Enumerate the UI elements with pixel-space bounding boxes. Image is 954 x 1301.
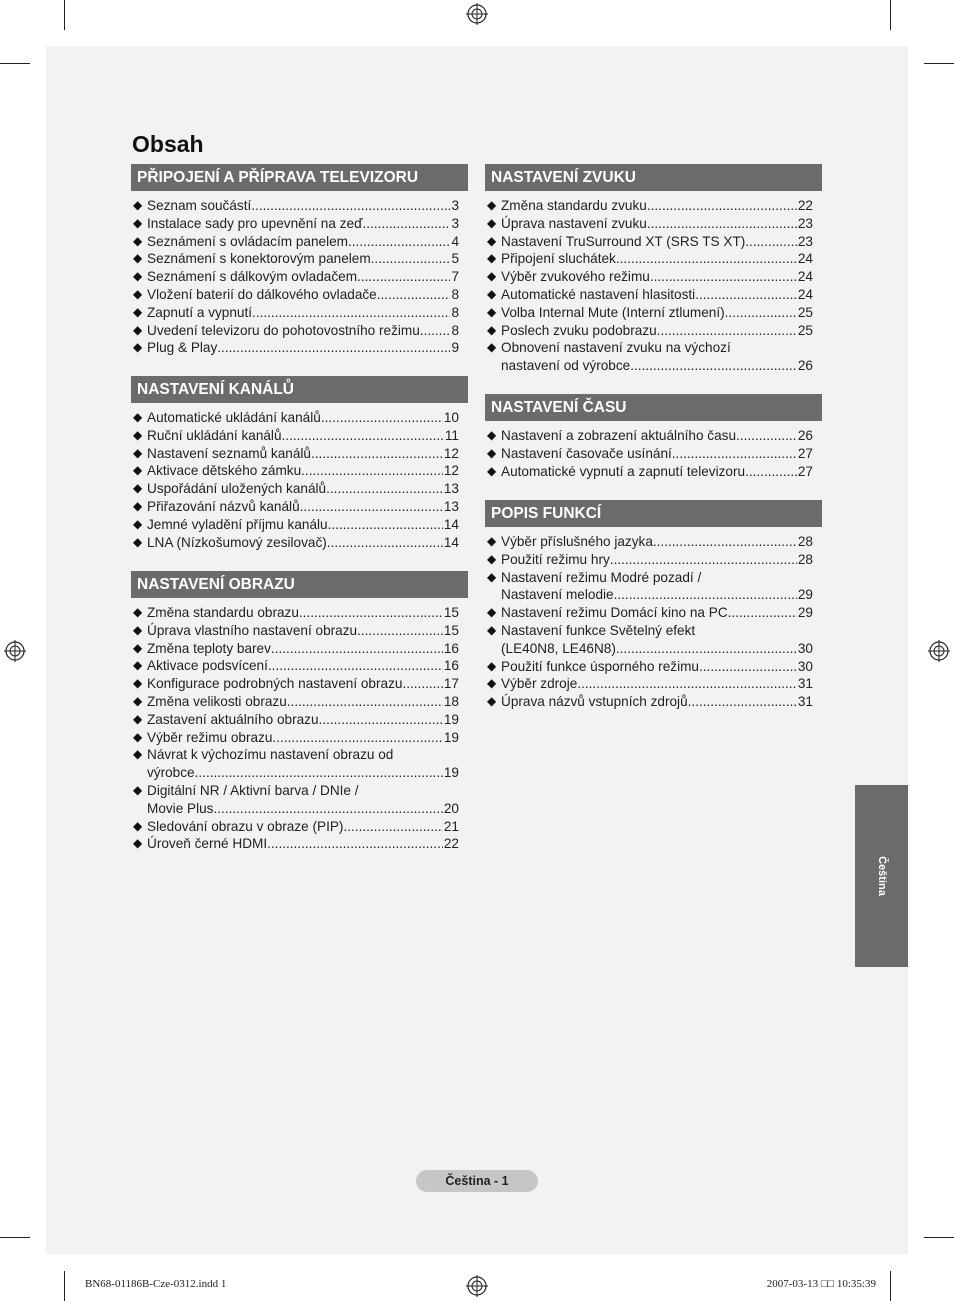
toc-item-text: Movie Plus (147, 800, 214, 816)
diamond-bullet-icon: ◆ (133, 304, 143, 319)
dot-leader (299, 604, 443, 622)
toc-page-number: 20 (443, 800, 459, 816)
toc-page-number: 30 (797, 640, 813, 656)
toc-item-text: Použití funkce úsporného režimu (501, 658, 699, 674)
page-title: Obsah (132, 131, 204, 157)
crop-mark (64, 0, 65, 30)
diamond-bullet-icon: ◆ (133, 676, 143, 691)
dot-leader (630, 357, 797, 375)
toc-page-number: 12 (443, 463, 459, 479)
diamond-bullet-icon: ◆ (487, 251, 497, 266)
toc-page-number: 25 (797, 322, 813, 338)
dot-leader (362, 215, 450, 233)
toc-item-text: Uspořádání uložených kanálů (147, 481, 327, 497)
diamond-bullet-icon: ◆ (133, 427, 143, 442)
toc-item[interactable] (131, 622, 468, 640)
toc-item-text: Instalace sady pro upevnění na zeď (147, 215, 363, 231)
toc-page-number: 9 (451, 340, 459, 356)
dot-leader (327, 534, 443, 552)
side-tab-label: Čeština (875, 856, 888, 896)
slug-left: BN68-01186B-Cze-0312.indd 1 (85, 1278, 227, 1290)
diamond-bullet-icon: ◆ (133, 233, 143, 248)
toc-page-number: 24 (797, 251, 813, 267)
diamond-bullet-icon: ◆ (487, 551, 497, 566)
section-heading: NASTAVENÍ OBRAZU (131, 571, 468, 598)
diamond-bullet-icon: ◆ (487, 233, 497, 248)
dot-leader (195, 764, 443, 782)
toc-item-text: Uvedení televizoru do pohotovostního režimu (147, 322, 420, 338)
toc-item[interactable] (131, 268, 468, 286)
toc-item-text: Volba Internal Mute (Interní ztlumení) (501, 304, 725, 320)
toc-page-number: 13 (443, 481, 459, 497)
diamond-bullet-icon: ◆ (133, 605, 143, 619)
diamond-bullet-icon: ◆ (133, 215, 143, 230)
toc-item-text: Přiřazování názvů kanálů (147, 498, 300, 514)
dot-leader (653, 533, 797, 551)
toc-item-text: Sledování obrazu v obraze (PIP) (147, 818, 344, 834)
toc-item-text: Vložení baterií do dálkového ovladače (147, 286, 377, 302)
dot-leader (252, 304, 450, 322)
crop-mark (890, 0, 891, 30)
toc-item-text: výrobce (147, 765, 195, 781)
toc-item-text: Seznámení s ovládacím panelem (147, 233, 348, 249)
toc-page-number: 19 (443, 711, 459, 727)
diamond-bullet-icon: ◆ (487, 340, 497, 355)
toc-item[interactable] (485, 322, 822, 340)
toc-item-text: LNA (Nízkošumový zesilovač) (147, 534, 327, 550)
toc-item[interactable] (131, 498, 468, 516)
dot-leader (745, 233, 797, 251)
dot-leader (319, 711, 443, 729)
toc-page-number: 11 (444, 427, 459, 443)
toc-item-text: Jemné vyladění příjmu kanálu (147, 516, 328, 532)
dot-leader (282, 427, 444, 445)
dot-leader (736, 427, 797, 445)
dot-leader (699, 658, 797, 676)
toc-item[interactable] (131, 729, 468, 747)
toc-item-text: Úprava nastavení zvuku (501, 215, 647, 231)
dot-leader (272, 729, 442, 747)
toc-item[interactable] (485, 286, 822, 304)
toc-item[interactable] (485, 445, 822, 463)
dot-leader (657, 322, 797, 340)
diamond-bullet-icon: ◆ (133, 818, 143, 833)
toc-item-text: Konfigurace podrobných nastavení obrazu (147, 676, 403, 692)
diamond-bullet-icon: ◆ (487, 286, 497, 301)
section-heading: PŘIPOJENÍ A PŘÍPRAVA TELEVIZORU (131, 164, 468, 191)
toc-page-number: 30 (797, 658, 813, 674)
dot-leader (402, 675, 442, 693)
diamond-bullet-icon: ◆ (487, 658, 497, 673)
toc-item-text: Automatické nastavení hlasitosti (501, 286, 696, 302)
toc-item-text: Seznámení s konektorovým panelem (147, 251, 371, 267)
toc-page-number: 14 (443, 516, 459, 532)
toc-item[interactable] (131, 409, 468, 427)
toc-item-text: Úroveň černé HDMI (147, 836, 268, 852)
toc-item-text: Úprava vlastního nastavení obrazu (147, 622, 358, 638)
toc-item[interactable] (131, 835, 468, 853)
diamond-bullet-icon: ◆ (133, 410, 143, 424)
toc-item[interactable] (131, 657, 468, 675)
toc-item[interactable] (485, 569, 822, 605)
toc-item[interactable] (131, 711, 468, 729)
dot-leader (357, 268, 450, 286)
dot-leader (300, 498, 443, 516)
toc-item[interactable] (131, 304, 468, 322)
page-number-pill: Čeština - 1 (416, 1170, 538, 1192)
dot-leader (672, 445, 797, 463)
dot-leader (311, 445, 443, 463)
toc-item[interactable] (131, 250, 468, 268)
registration-mark-icon (466, 3, 488, 25)
diamond-bullet-icon: ◆ (487, 445, 497, 460)
toc-item-text: Zastavení aktuálního obrazu (147, 711, 319, 727)
toc-item-text: Automatické ukládání kanálů (147, 410, 321, 425)
dot-leader (268, 657, 443, 675)
toc-page-number: 23 (797, 215, 813, 231)
toc-page-number: 5 (451, 251, 459, 267)
dot-leader (647, 197, 797, 215)
diamond-bullet-icon: ◆ (133, 747, 143, 762)
registration-mark-icon (928, 640, 950, 662)
toc-item[interactable] (131, 675, 468, 693)
toc-item-text: Změna velikosti obrazu (147, 693, 287, 709)
dot-leader (251, 197, 450, 215)
toc-page-number: 29 (797, 587, 813, 603)
diamond-bullet-icon: ◆ (133, 640, 143, 655)
toc-item-text: Plug & Play (147, 340, 218, 356)
dot-leader (217, 339, 450, 357)
toc-page-number: 8 (451, 286, 459, 302)
section-heading: NASTAVENÍ ZVUKU (485, 164, 822, 191)
toc-item-text: Aktivace podsvícení (147, 658, 268, 674)
toc-item[interactable] (485, 533, 822, 551)
diamond-bullet-icon: ◆ (487, 569, 497, 584)
toc-item-text: Použití režimu hry (501, 551, 610, 567)
toc-page-number: 24 (797, 269, 813, 285)
diamond-bullet-icon: ◆ (487, 215, 497, 230)
toc-item[interactable] (485, 463, 822, 481)
diamond-bullet-icon: ◆ (487, 605, 497, 620)
diamond-bullet-icon: ◆ (133, 711, 143, 726)
diamond-bullet-icon: ◆ (487, 694, 497, 709)
toc-item[interactable] (131, 197, 468, 215)
toc-item[interactable] (131, 462, 468, 480)
toc-item-text: Nastavení režimu Domácí kino na PC (501, 605, 728, 621)
dot-leader (695, 286, 797, 304)
toc-page-number: 22 (443, 836, 459, 852)
toc-item-text: Poslech zvuku podobrazu (501, 322, 657, 338)
toc-page-number: 31 (797, 694, 813, 710)
diamond-bullet-icon: ◆ (487, 269, 497, 284)
toc-page-number: 23 (797, 233, 813, 249)
toc-item[interactable] (485, 622, 822, 658)
diamond-bullet-icon: ◆ (133, 836, 143, 851)
toc-page-number: 26 (797, 428, 813, 443)
dot-leader (647, 215, 797, 233)
toc-page-number: 24 (797, 286, 813, 302)
toc-item[interactable] (485, 658, 822, 676)
diamond-bullet-icon: ◆ (487, 463, 497, 478)
dot-leader (420, 322, 451, 340)
diamond-bullet-icon: ◆ (133, 198, 143, 212)
toc-page-number: 28 (797, 551, 813, 567)
toc-item[interactable] (131, 339, 468, 357)
toc-item[interactable] (131, 322, 468, 340)
dot-leader (328, 516, 443, 534)
toc-item-text: Nastavení časovače usínání (501, 445, 672, 461)
toc-page-number: 12 (443, 445, 459, 461)
toc-item-text: Výběr příslušného jazyka (501, 534, 653, 549)
toc-item-text: Připojení sluchátek (501, 251, 616, 267)
section-popis-funkci (485, 500, 822, 711)
section-heading: NASTAVENÍ ČASU (485, 394, 822, 421)
toc-item-text: Změna standardu obrazu (147, 605, 299, 620)
toc-page-number: 26 (797, 358, 813, 374)
toc-page-number: 29 (797, 605, 813, 621)
toc-item[interactable] (131, 534, 468, 552)
section-nastaveni-zvuku (485, 164, 822, 375)
diamond-bullet-icon: ◆ (133, 269, 143, 284)
crop-mark (924, 1237, 954, 1238)
toc-item[interactable] (131, 604, 468, 622)
toc-item-text: Změna teploty barev (147, 640, 271, 656)
section-heading: NASTAVENÍ KANÁLŮ (131, 376, 468, 403)
diamond-bullet-icon: ◆ (133, 729, 143, 744)
dot-leader (326, 480, 443, 498)
section-pripojeni (131, 164, 468, 357)
toc-item-text: Výběr zdroje (501, 676, 578, 692)
toc-item[interactable] (485, 250, 822, 268)
dot-leader (357, 622, 443, 640)
slug-right: 2007-03-13 □□ 10:35:39 (766, 1278, 876, 1290)
diamond-bullet-icon: ◆ (133, 251, 143, 266)
toc-item[interactable] (485, 427, 822, 445)
diamond-bullet-icon: ◆ (133, 445, 143, 460)
toc-item-text: nastavení od výrobce (501, 358, 631, 374)
dot-leader (614, 586, 797, 604)
toc-item-text: Úprava názvů vstupních zdrojů (501, 694, 688, 710)
toc-item[interactable] (485, 268, 822, 286)
dot-leader (267, 835, 443, 853)
toc-page-number: 27 (797, 463, 813, 479)
registration-mark-icon (4, 640, 26, 662)
toc-item-text: Obnovení nastavení zvuku na výchozí (501, 340, 731, 356)
toc-item-text: Výběr režimu obrazu (147, 729, 273, 745)
language-side-tab (855, 785, 908, 967)
toc-item[interactable] (131, 818, 468, 836)
toc-item[interactable] (485, 339, 822, 375)
toc-item-text: Digitální NR / Aktivní barva / DNIe / (147, 782, 359, 798)
toc-page-number: 18 (443, 693, 459, 709)
section-heading: POPIS FUNKCÍ (485, 500, 822, 527)
diamond-bullet-icon: ◆ (133, 498, 143, 513)
toc-item[interactable] (485, 304, 822, 322)
toc-item-text: Aktivace dětského zámku (147, 463, 302, 479)
toc-page-number: 31 (797, 676, 813, 692)
dot-leader (650, 268, 797, 286)
dot-leader (725, 304, 797, 322)
dot-leader (321, 409, 443, 427)
diamond-bullet-icon: ◆ (133, 782, 143, 797)
toc-page-number: 8 (451, 304, 459, 320)
toc-page-number: 22 (797, 198, 813, 213)
dot-leader (343, 818, 442, 836)
diamond-bullet-icon: ◆ (133, 622, 143, 637)
toc-page-number: 16 (443, 658, 459, 674)
toc-page-number: 4 (451, 233, 459, 249)
dot-leader (616, 250, 797, 268)
dot-leader (688, 693, 797, 711)
dot-leader (577, 675, 797, 693)
diamond-bullet-icon: ◆ (487, 622, 497, 637)
dot-leader (728, 604, 797, 622)
toc-item-text: Nastavení režimu Modré pozadí / (501, 569, 702, 585)
toc-item[interactable] (131, 640, 468, 658)
toc-item[interactable] (485, 197, 822, 215)
dot-leader (745, 463, 797, 481)
toc-item-text: Nastavení melodie (501, 587, 614, 603)
dot-leader (287, 693, 443, 711)
toc-item-text: Ruční ukládání kanálů (147, 427, 282, 443)
dot-leader (616, 640, 797, 658)
toc-item-text: Změna standardu zvuku (501, 198, 647, 213)
dot-leader (371, 250, 451, 268)
toc-page-number: 28 (797, 534, 813, 549)
toc-item-text: Nastavení TruSurround XT (SRS TS XT) (501, 233, 746, 249)
toc-item[interactable] (131, 746, 468, 782)
section-nastaveni-kanalu (131, 376, 468, 551)
diamond-bullet-icon: ◆ (487, 198, 497, 212)
diamond-bullet-icon: ◆ (487, 534, 497, 548)
section-nastaveni-obrazu (131, 571, 468, 853)
dot-leader (213, 800, 442, 818)
dot-leader (271, 640, 443, 658)
toc-item-text: Návrat k výchozímu nastavení obrazu od (147, 747, 394, 763)
toc-page-number: 17 (443, 676, 459, 692)
toc-item[interactable] (131, 445, 468, 463)
crop-mark (0, 63, 30, 64)
toc-page-number: 3 (451, 198, 459, 213)
toc-item[interactable] (485, 215, 822, 233)
section-nastaveni-casu (485, 394, 822, 480)
toc-page-number: 10 (443, 410, 459, 425)
crop-mark (924, 63, 954, 64)
toc-page-number: 19 (443, 729, 459, 745)
toc-page-number: 3 (451, 215, 459, 231)
toc-item-text: Automatické vypnutí a zapnutí televizoru (501, 463, 746, 479)
diamond-bullet-icon: ◆ (133, 481, 143, 496)
dot-leader (377, 286, 451, 304)
diamond-bullet-icon: ◆ (487, 676, 497, 691)
toc-item-text: Seznam součástí (147, 198, 252, 213)
toc-item-text: (LE40N8, LE46N8) (501, 640, 616, 656)
registration-mark-icon (466, 1275, 488, 1297)
toc-item[interactable] (485, 551, 822, 569)
toc-page-number: 19 (443, 765, 459, 781)
diamond-bullet-icon: ◆ (133, 516, 143, 531)
diamond-bullet-icon: ◆ (133, 340, 143, 355)
toc-item[interactable] (131, 693, 468, 711)
toc-page-number: 27 (797, 445, 813, 461)
toc-page-number: 8 (451, 322, 459, 338)
toc-item[interactable] (131, 233, 468, 251)
toc-item-text: Nastavení seznamů kanálů (147, 445, 311, 461)
diamond-bullet-icon: ◆ (133, 463, 143, 478)
diamond-bullet-icon: ◆ (487, 322, 497, 337)
crop-mark (890, 1271, 891, 1301)
toc-item-text: Nastavení a zobrazení aktuálního času (501, 428, 737, 443)
diamond-bullet-icon: ◆ (133, 693, 143, 708)
diamond-bullet-icon: ◆ (133, 322, 143, 337)
toc-item[interactable] (131, 215, 468, 233)
toc-item[interactable] (131, 427, 468, 445)
diamond-bullet-icon: ◆ (133, 286, 143, 301)
toc-page-number: 7 (451, 269, 459, 285)
toc-item-text: Seznámení s dálkovým ovladačem (147, 269, 358, 285)
toc-page-number: 25 (797, 304, 813, 320)
toc-item[interactable] (485, 604, 822, 622)
toc-item[interactable] (485, 233, 822, 251)
toc-item-text: Nastavení funkce Světelný efekt (501, 622, 696, 638)
toc-item-text: Výběr zvukového režimu (501, 269, 650, 285)
dot-leader (348, 233, 450, 251)
toc-item[interactable] (131, 286, 468, 304)
toc-item[interactable] (131, 516, 468, 534)
toc-item[interactable] (485, 693, 822, 711)
toc-item[interactable] (131, 782, 468, 818)
toc-page-number: 21 (443, 818, 459, 834)
dot-leader (301, 462, 443, 480)
toc-item-text: Zapnutí a vypnutí (147, 304, 253, 320)
crop-mark (0, 1237, 30, 1238)
diamond-bullet-icon: ◆ (487, 428, 497, 442)
toc-item[interactable] (485, 675, 822, 693)
toc-page-number: 15 (443, 622, 459, 638)
toc-page-number: 15 (443, 605, 459, 620)
toc-item[interactable] (131, 480, 468, 498)
crop-mark (64, 1271, 65, 1301)
diamond-bullet-icon: ◆ (487, 304, 497, 319)
dot-leader (610, 551, 797, 569)
diamond-bullet-icon: ◆ (133, 658, 143, 673)
toc-page-number: 16 (443, 640, 459, 656)
toc-page-number: 14 (443, 534, 459, 550)
diamond-bullet-icon: ◆ (133, 534, 143, 549)
toc-page-number: 13 (443, 498, 459, 514)
